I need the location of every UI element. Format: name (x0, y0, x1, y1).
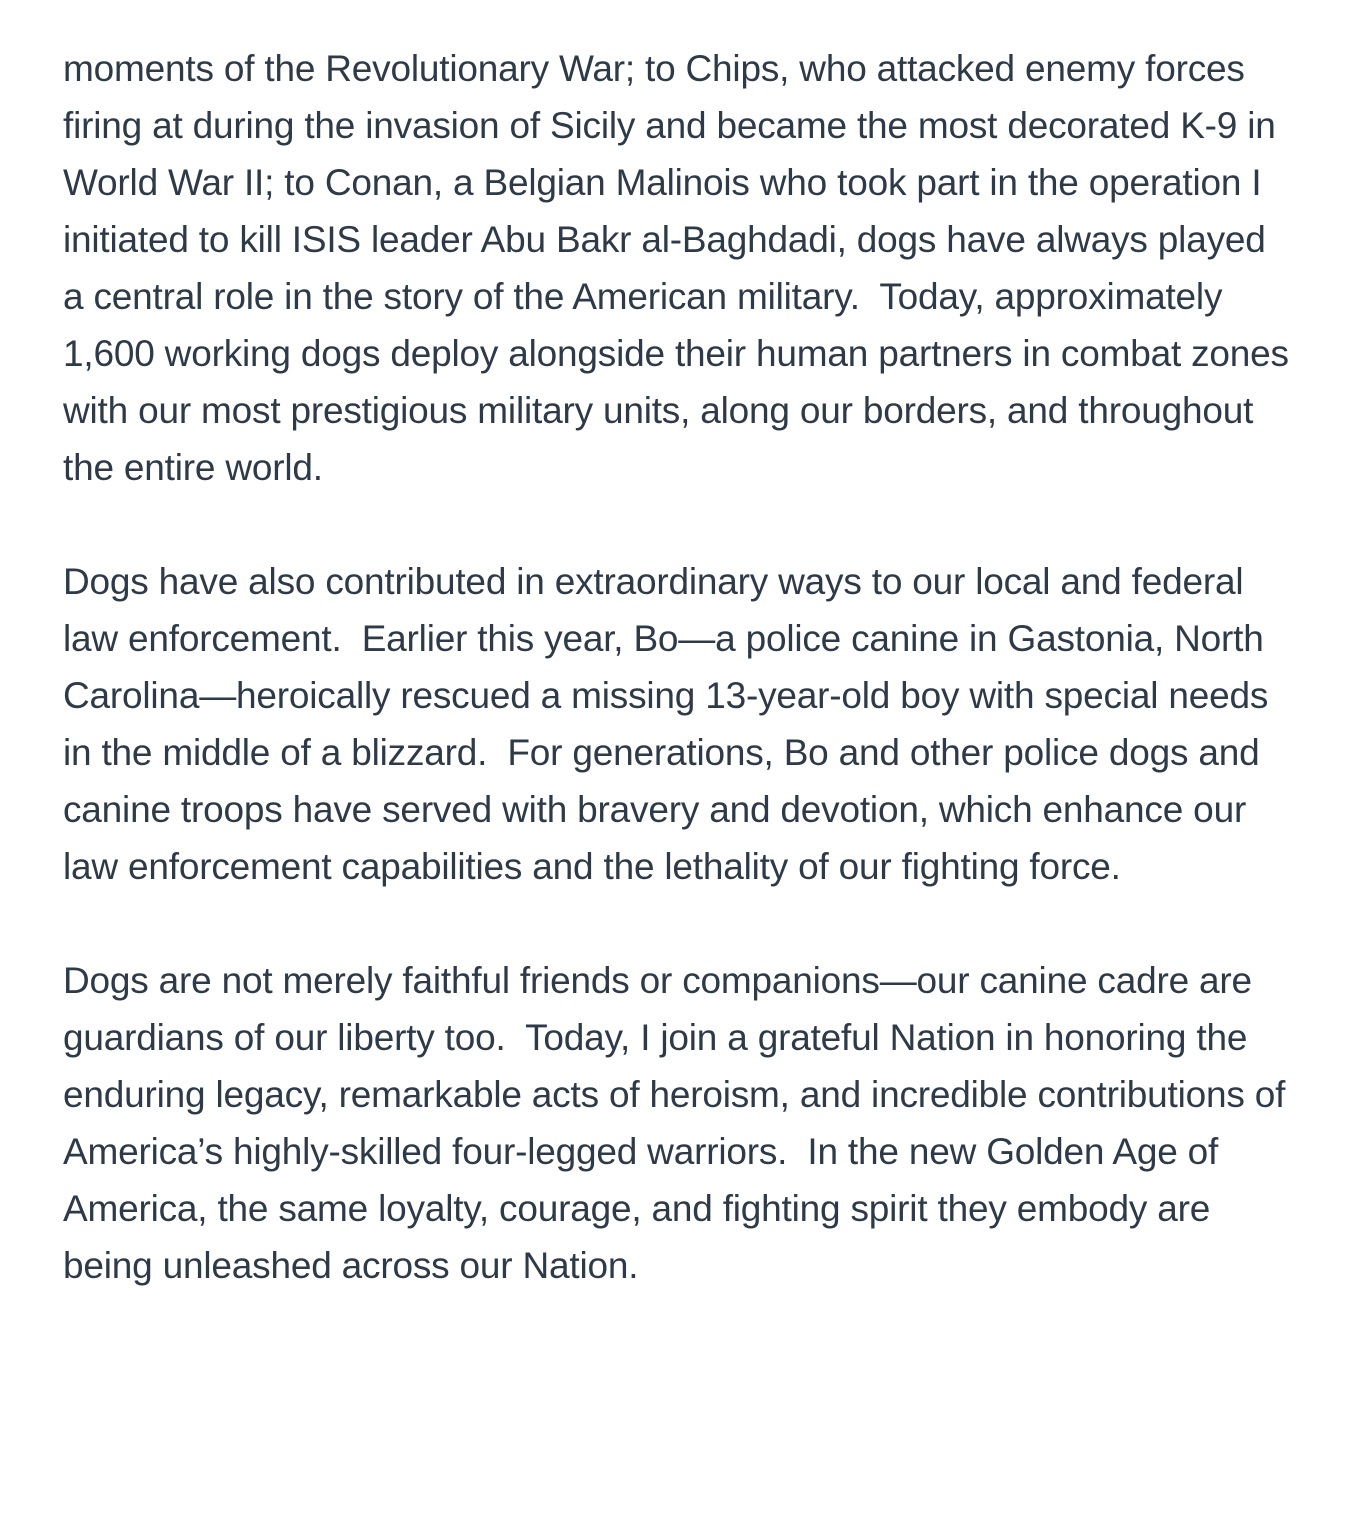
document-body (63, 40, 1299, 1294)
paragraph-law-enforcement: Dogs have also contributed in extraordinary ways to our local and federal law enforcement. Earlier this year, Bo—a police canine in Gastonia, North Carolina—heroically rescued a missing 13-year-old boy with special needs in the middle of a blizzard. For generations, Bo and other police dogs and canine troops have served with bravery and devotion, which enhance our law enforcement capabilities and the lethality of our fighting force. (63, 561, 1279, 887)
paragraph-military-dogs: moments of the Revolutionary War; to Chips, who attacked enemy forces firing at during the invasion of Sicily and became the most decorated K-9 in World War II; to Conan, a Belgian Malinois who took part in the operation I initiated to kill ISIS leader Abu Bakr al-Baghdadi, dogs have always played a central role in the story of the American military. Today, approximately 1,600 working dogs deploy alongside their human partners in combat zones with our most prestigious military units, along our borders, and throughout the entire world. (63, 48, 1299, 488)
paragraph-canine-cadre: Dogs are not merely faithful friends or companions—our canine cadre are guardians of our liberty too. Today, I join a grateful Nation in honoring the enduring legacy, remarkable acts of heroism, and incredible contributions of America’s highly-skilled four-legged warriors. In the new Golden Age of America, the same loyalty, courage, and fighting spirit they embody are being unleashed across our Nation. (63, 960, 1294, 1286)
